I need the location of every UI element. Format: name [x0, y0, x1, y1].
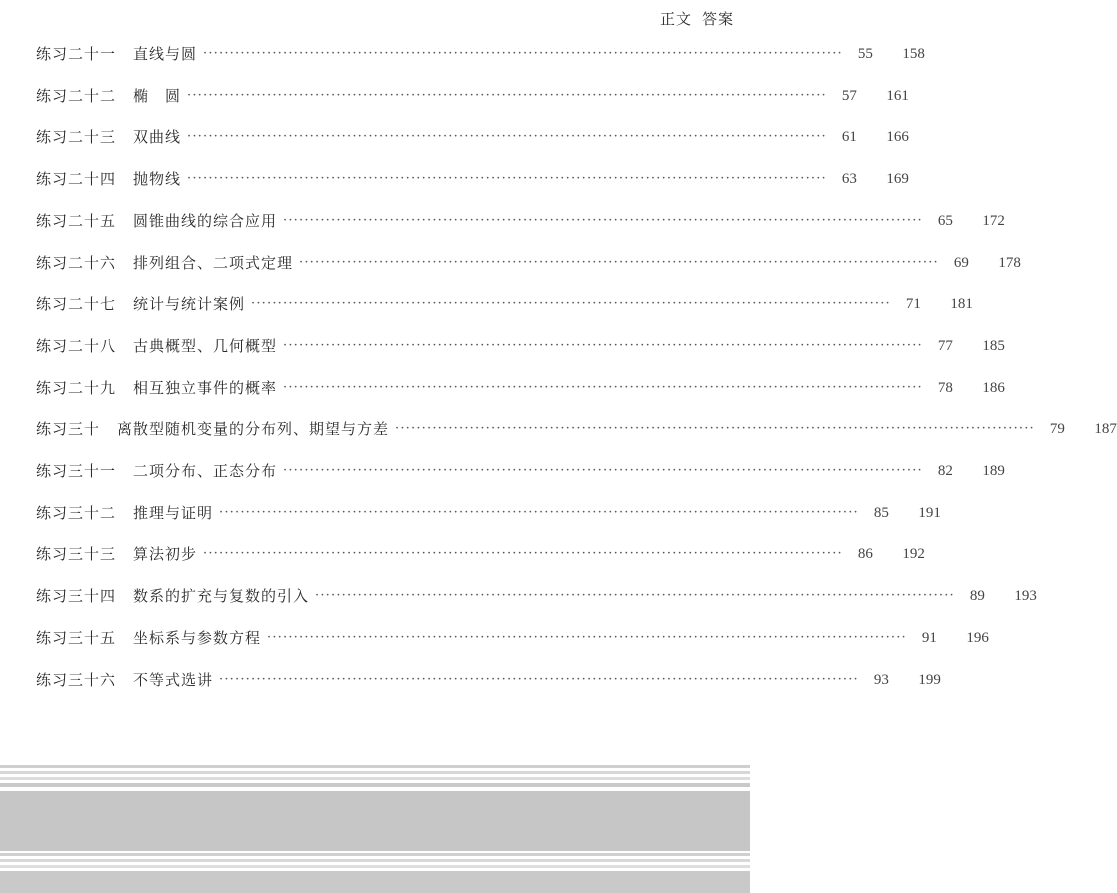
- toc-title: 推理与证明: [133, 503, 214, 522]
- toc-answer-page-number: 196: [966, 629, 989, 646]
- toc-page-number: 55: [857, 46, 873, 62]
- toc-exercise-label: 练习二十一: [36, 45, 117, 63]
- toc-leader-dots: ························································································································: [187, 129, 827, 145]
- toc-row[interactable]: [36, 668, 941, 692]
- toc-page-number: 86: [857, 546, 873, 563]
- toc-page-number: 85: [873, 504, 889, 521]
- toc-page-number: 79: [1049, 421, 1065, 438]
- toc-title: 数系的扩充与复数的引入: [133, 587, 310, 606]
- toc-answer-page-number: 166: [886, 129, 909, 146]
- toc-page-number: 57: [841, 87, 857, 104]
- toc-page-number: 82: [937, 463, 953, 479]
- toc-row[interactable]: [36, 292, 973, 316]
- toc-leader-dots: ························································································································: [267, 629, 907, 645]
- toc-exercise-label: 练习三十四: [36, 587, 117, 606]
- toc-row[interactable]: [36, 501, 941, 525]
- toc-title: 坐标系与参数方程: [133, 628, 262, 647]
- toc-answer-page-number: 172: [982, 212, 1005, 229]
- toc-page-number: 93: [873, 671, 889, 688]
- toc-exercise-label: 练习二十五: [36, 211, 117, 230]
- toc-leader-dots: ························································································································: [283, 463, 923, 478]
- toc-page-number: 61: [841, 129, 857, 146]
- toc-answer-page-number: 158: [902, 46, 925, 62]
- toc-exercise-label: 练习二十四: [36, 170, 117, 189]
- toc-leader-dots: ························································································································: [283, 337, 923, 353]
- toc-answer-page-number: 199: [918, 671, 941, 688]
- toc-row[interactable]: [36, 626, 989, 650]
- toc-exercise-label: 练习二十六: [36, 253, 117, 272]
- toc-leader-dots: ························································································································: [203, 546, 843, 562]
- toc-title: 古典概型、几何概型: [133, 336, 278, 355]
- toc-exercise-label: 练习三十六: [36, 670, 117, 689]
- column-header-answer: 答案: [701, 10, 734, 28]
- toc-exercise-label: 练习二十二: [36, 86, 117, 105]
- toc-title: 算法初步: [133, 545, 198, 564]
- toc-exercise-label: 练习二十九: [36, 378, 117, 397]
- footer-decoration: [0, 765, 750, 893]
- toc-answer-page-number: 169: [886, 171, 909, 188]
- toc-row[interactable]: [36, 584, 1037, 608]
- toc-leader-dots: ························································································································: [251, 296, 891, 312]
- toc-answer-page-number: 178: [998, 254, 1021, 271]
- toc-row[interactable]: [36, 209, 1005, 233]
- toc-exercise-label: 练习三十一: [36, 462, 117, 480]
- toc-leader-dots: ························································································································: [187, 87, 827, 103]
- toc-row[interactable]: [36, 84, 909, 108]
- toc-answer-page-number: 189: [982, 463, 1005, 479]
- toc-title: 直线与圆: [133, 45, 198, 63]
- toc-answer-page-number: 181: [950, 296, 973, 313]
- toc-answer-page-number: 192: [902, 546, 925, 563]
- toc-leader-dots: ························································································································: [219, 671, 859, 687]
- toc-answer-page-number: 186: [982, 379, 1005, 396]
- toc-page-number: 69: [953, 254, 969, 271]
- toc-answer-page-number: 187: [1094, 421, 1117, 438]
- toc-leader-dots: ························································································································: [299, 254, 939, 270]
- toc-page-number: 71: [905, 296, 921, 313]
- toc-row[interactable]: [36, 167, 909, 191]
- toc-row[interactable]: [36, 334, 1005, 358]
- toc-leader-dots: ························································································································: [283, 379, 923, 395]
- toc-leader-dots: ························································································································: [315, 588, 955, 604]
- toc-row[interactable]: [36, 417, 1117, 441]
- toc-exercise-label: 练习三十五: [36, 628, 117, 647]
- toc-title: 双曲线: [133, 128, 182, 147]
- toc-leader-dots: ························································································································: [187, 171, 827, 187]
- toc-title: 离散型随机变量的分布列、期望与方差: [117, 420, 390, 439]
- toc-page-number: 63: [841, 171, 857, 188]
- toc-row[interactable]: [36, 542, 925, 566]
- toc-leader-dots: ························································································································: [203, 46, 843, 61]
- toc-answer-page-number: 191: [918, 504, 941, 521]
- column-header-text: 正文: [659, 10, 692, 28]
- toc-exercise-label: 练习二十七: [36, 295, 117, 314]
- toc-page-number: 77: [937, 337, 953, 354]
- toc-title: 统计与统计案例: [133, 295, 246, 314]
- column-headers: [660, 8, 734, 29]
- toc-exercise-label: 练习二十三: [36, 128, 117, 147]
- toc-exercise-label: 练习三十二: [36, 503, 117, 522]
- toc-title: 不等式选讲: [133, 670, 214, 689]
- toc-leader-dots: ························································································································: [219, 504, 859, 520]
- toc-leader-dots: ························································································································: [283, 212, 923, 228]
- toc-row[interactable]: [36, 251, 1021, 275]
- toc-page-number: 89: [969, 588, 985, 605]
- toc-answer-page-number: 185: [982, 337, 1005, 354]
- toc-answer-page-number: 161: [886, 87, 909, 104]
- toc-title: 圆锥曲线的综合应用: [133, 211, 278, 230]
- toc-title: 相互独立事件的概率: [133, 378, 278, 397]
- toc-title: 椭 圆: [133, 86, 182, 105]
- toc-title: 二项分布、正态分布: [133, 462, 278, 480]
- toc-exercise-label: 练习三十: [36, 420, 101, 439]
- toc-page-number: 78: [937, 379, 953, 396]
- toc-page-number: 65: [937, 212, 953, 229]
- toc-row[interactable]: [36, 459, 1005, 483]
- toc-row[interactable]: [36, 42, 925, 66]
- toc-exercise-label: 练习三十三: [36, 545, 117, 564]
- toc-leader-dots: ························································································································: [395, 421, 1035, 437]
- toc-answer-page-number: 193: [1014, 588, 1037, 605]
- toc-page-number: 91: [921, 629, 937, 646]
- toc-row[interactable]: [36, 376, 1005, 400]
- toc-title: 排列组合、二项式定理: [133, 253, 294, 272]
- toc-row[interactable]: [36, 125, 909, 149]
- toc-title: 抛物线: [133, 170, 182, 189]
- toc-exercise-label: 练习二十八: [36, 336, 117, 355]
